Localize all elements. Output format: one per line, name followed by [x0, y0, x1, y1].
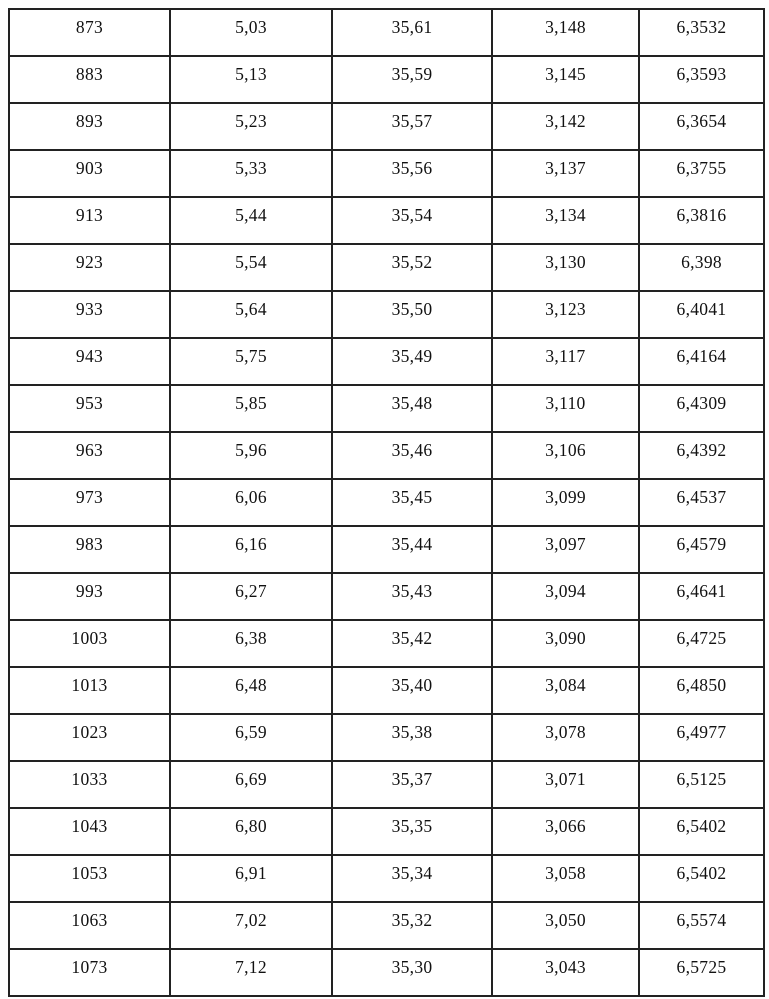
table-cell: 35,45: [332, 479, 492, 526]
table-cell: 893: [9, 103, 170, 150]
table-cell: 5,23: [170, 103, 332, 150]
table-cell: 6,80: [170, 808, 332, 855]
table-row: [9, 479, 764, 526]
table-cell: 6,3654: [639, 103, 764, 150]
table-row: [9, 432, 764, 479]
table-cell: 3,078: [492, 714, 639, 761]
table-row: [9, 949, 764, 996]
table-cell: 6,4850: [639, 667, 764, 714]
table-cell: 1043: [9, 808, 170, 855]
table-cell: 35,37: [332, 761, 492, 808]
table-cell: 983: [9, 526, 170, 573]
table-cell: 3,106: [492, 432, 639, 479]
table-cell: 6,5402: [639, 808, 764, 855]
table-cell: 6,91: [170, 855, 332, 902]
table-body: [9, 9, 764, 996]
table-cell: 5,33: [170, 150, 332, 197]
table-cell: 6,48: [170, 667, 332, 714]
table-cell: 963: [9, 432, 170, 479]
table-cell: 6,4164: [639, 338, 764, 385]
table-cell: 5,85: [170, 385, 332, 432]
table-cell: 3,066: [492, 808, 639, 855]
table-cell: 6,69: [170, 761, 332, 808]
table-cell: 35,43: [332, 573, 492, 620]
table-cell: 35,54: [332, 197, 492, 244]
table-cell: 953: [9, 385, 170, 432]
table-cell: 3,117: [492, 338, 639, 385]
table-cell: 3,137: [492, 150, 639, 197]
table-cell: 5,75: [170, 338, 332, 385]
table-cell: 873: [9, 9, 170, 56]
table-cell: 1003: [9, 620, 170, 667]
table-cell: 883: [9, 56, 170, 103]
table-cell: 35,57: [332, 103, 492, 150]
table-cell: 3,094: [492, 573, 639, 620]
table-cell: 1073: [9, 949, 170, 996]
table-cell: 903: [9, 150, 170, 197]
table-cell: 6,5402: [639, 855, 764, 902]
table-cell: 1053: [9, 855, 170, 902]
table-cell: 35,61: [332, 9, 492, 56]
table-cell: 6,4392: [639, 432, 764, 479]
table-row: [9, 56, 764, 103]
table-cell: 6,5725: [639, 949, 764, 996]
table-cell: 6,4579: [639, 526, 764, 573]
table-cell: 3,043: [492, 949, 639, 996]
table-cell: 35,40: [332, 667, 492, 714]
table-cell: 5,44: [170, 197, 332, 244]
table-cell: 3,130: [492, 244, 639, 291]
table-cell: 6,16: [170, 526, 332, 573]
table-row: [9, 573, 764, 620]
table-cell: 35,32: [332, 902, 492, 949]
table-cell: 1063: [9, 902, 170, 949]
table-cell: 923: [9, 244, 170, 291]
table-row: [9, 714, 764, 761]
table-cell: 6,398: [639, 244, 764, 291]
table-row: [9, 197, 764, 244]
table-cell: 6,4309: [639, 385, 764, 432]
data-table: [8, 8, 765, 997]
table-cell: 35,49: [332, 338, 492, 385]
table-row: [9, 338, 764, 385]
table-cell: 993: [9, 573, 170, 620]
table-cell: 6,3755: [639, 150, 764, 197]
table-cell: 3,071: [492, 761, 639, 808]
table-row: [9, 291, 764, 338]
table-cell: 6,5125: [639, 761, 764, 808]
table-row: [9, 620, 764, 667]
table-cell: 35,50: [332, 291, 492, 338]
table-cell: 5,54: [170, 244, 332, 291]
table-row: [9, 902, 764, 949]
table-cell: 35,44: [332, 526, 492, 573]
table-cell: 35,42: [332, 620, 492, 667]
table-cell: 3,050: [492, 902, 639, 949]
table-cell: 3,142: [492, 103, 639, 150]
table-cell: 7,12: [170, 949, 332, 996]
table-cell: 3,090: [492, 620, 639, 667]
table-cell: 6,4641: [639, 573, 764, 620]
table-cell: 933: [9, 291, 170, 338]
table-cell: 7,02: [170, 902, 332, 949]
table-cell: 1013: [9, 667, 170, 714]
table-cell: 6,4977: [639, 714, 764, 761]
table-row: [9, 667, 764, 714]
table-row: [9, 855, 764, 902]
table-cell: 3,148: [492, 9, 639, 56]
table-cell: 3,123: [492, 291, 639, 338]
table-cell: 35,46: [332, 432, 492, 479]
table-cell: 6,06: [170, 479, 332, 526]
table-cell: 6,3816: [639, 197, 764, 244]
table-cell: 35,34: [332, 855, 492, 902]
table-cell: 6,59: [170, 714, 332, 761]
table-cell: 35,48: [332, 385, 492, 432]
table-cell: 5,03: [170, 9, 332, 56]
table-row: [9, 808, 764, 855]
table-cell: 5,13: [170, 56, 332, 103]
table-row: [9, 9, 764, 56]
table-cell: 35,52: [332, 244, 492, 291]
table-row: [9, 103, 764, 150]
table-row: [9, 385, 764, 432]
table-cell: 973: [9, 479, 170, 526]
table-cell: 3,058: [492, 855, 639, 902]
table-cell: 3,097: [492, 526, 639, 573]
table-cell: 35,35: [332, 808, 492, 855]
table-cell: 35,59: [332, 56, 492, 103]
table-cell: 35,30: [332, 949, 492, 996]
table-cell: 6,4725: [639, 620, 764, 667]
table-cell: 6,4537: [639, 479, 764, 526]
table-row: [9, 526, 764, 573]
table-cell: 6,4041: [639, 291, 764, 338]
table-cell: 5,64: [170, 291, 332, 338]
table-cell: 3,099: [492, 479, 639, 526]
table-cell: 3,145: [492, 56, 639, 103]
table-cell: 3,110: [492, 385, 639, 432]
table-cell: 6,3593: [639, 56, 764, 103]
table-cell: 3,084: [492, 667, 639, 714]
table-row: [9, 244, 764, 291]
table-row: [9, 761, 764, 808]
table-row: [9, 150, 764, 197]
table-cell: 1023: [9, 714, 170, 761]
table-cell: 6,3532: [639, 9, 764, 56]
table-cell: 943: [9, 338, 170, 385]
table-cell: 1033: [9, 761, 170, 808]
table-cell: 5,96: [170, 432, 332, 479]
table-cell: 35,38: [332, 714, 492, 761]
table-cell: 6,27: [170, 573, 332, 620]
table-cell: 3,134: [492, 197, 639, 244]
table-cell: 6,38: [170, 620, 332, 667]
table-cell: 35,56: [332, 150, 492, 197]
table-cell: 913: [9, 197, 170, 244]
table-cell: 6,5574: [639, 902, 764, 949]
